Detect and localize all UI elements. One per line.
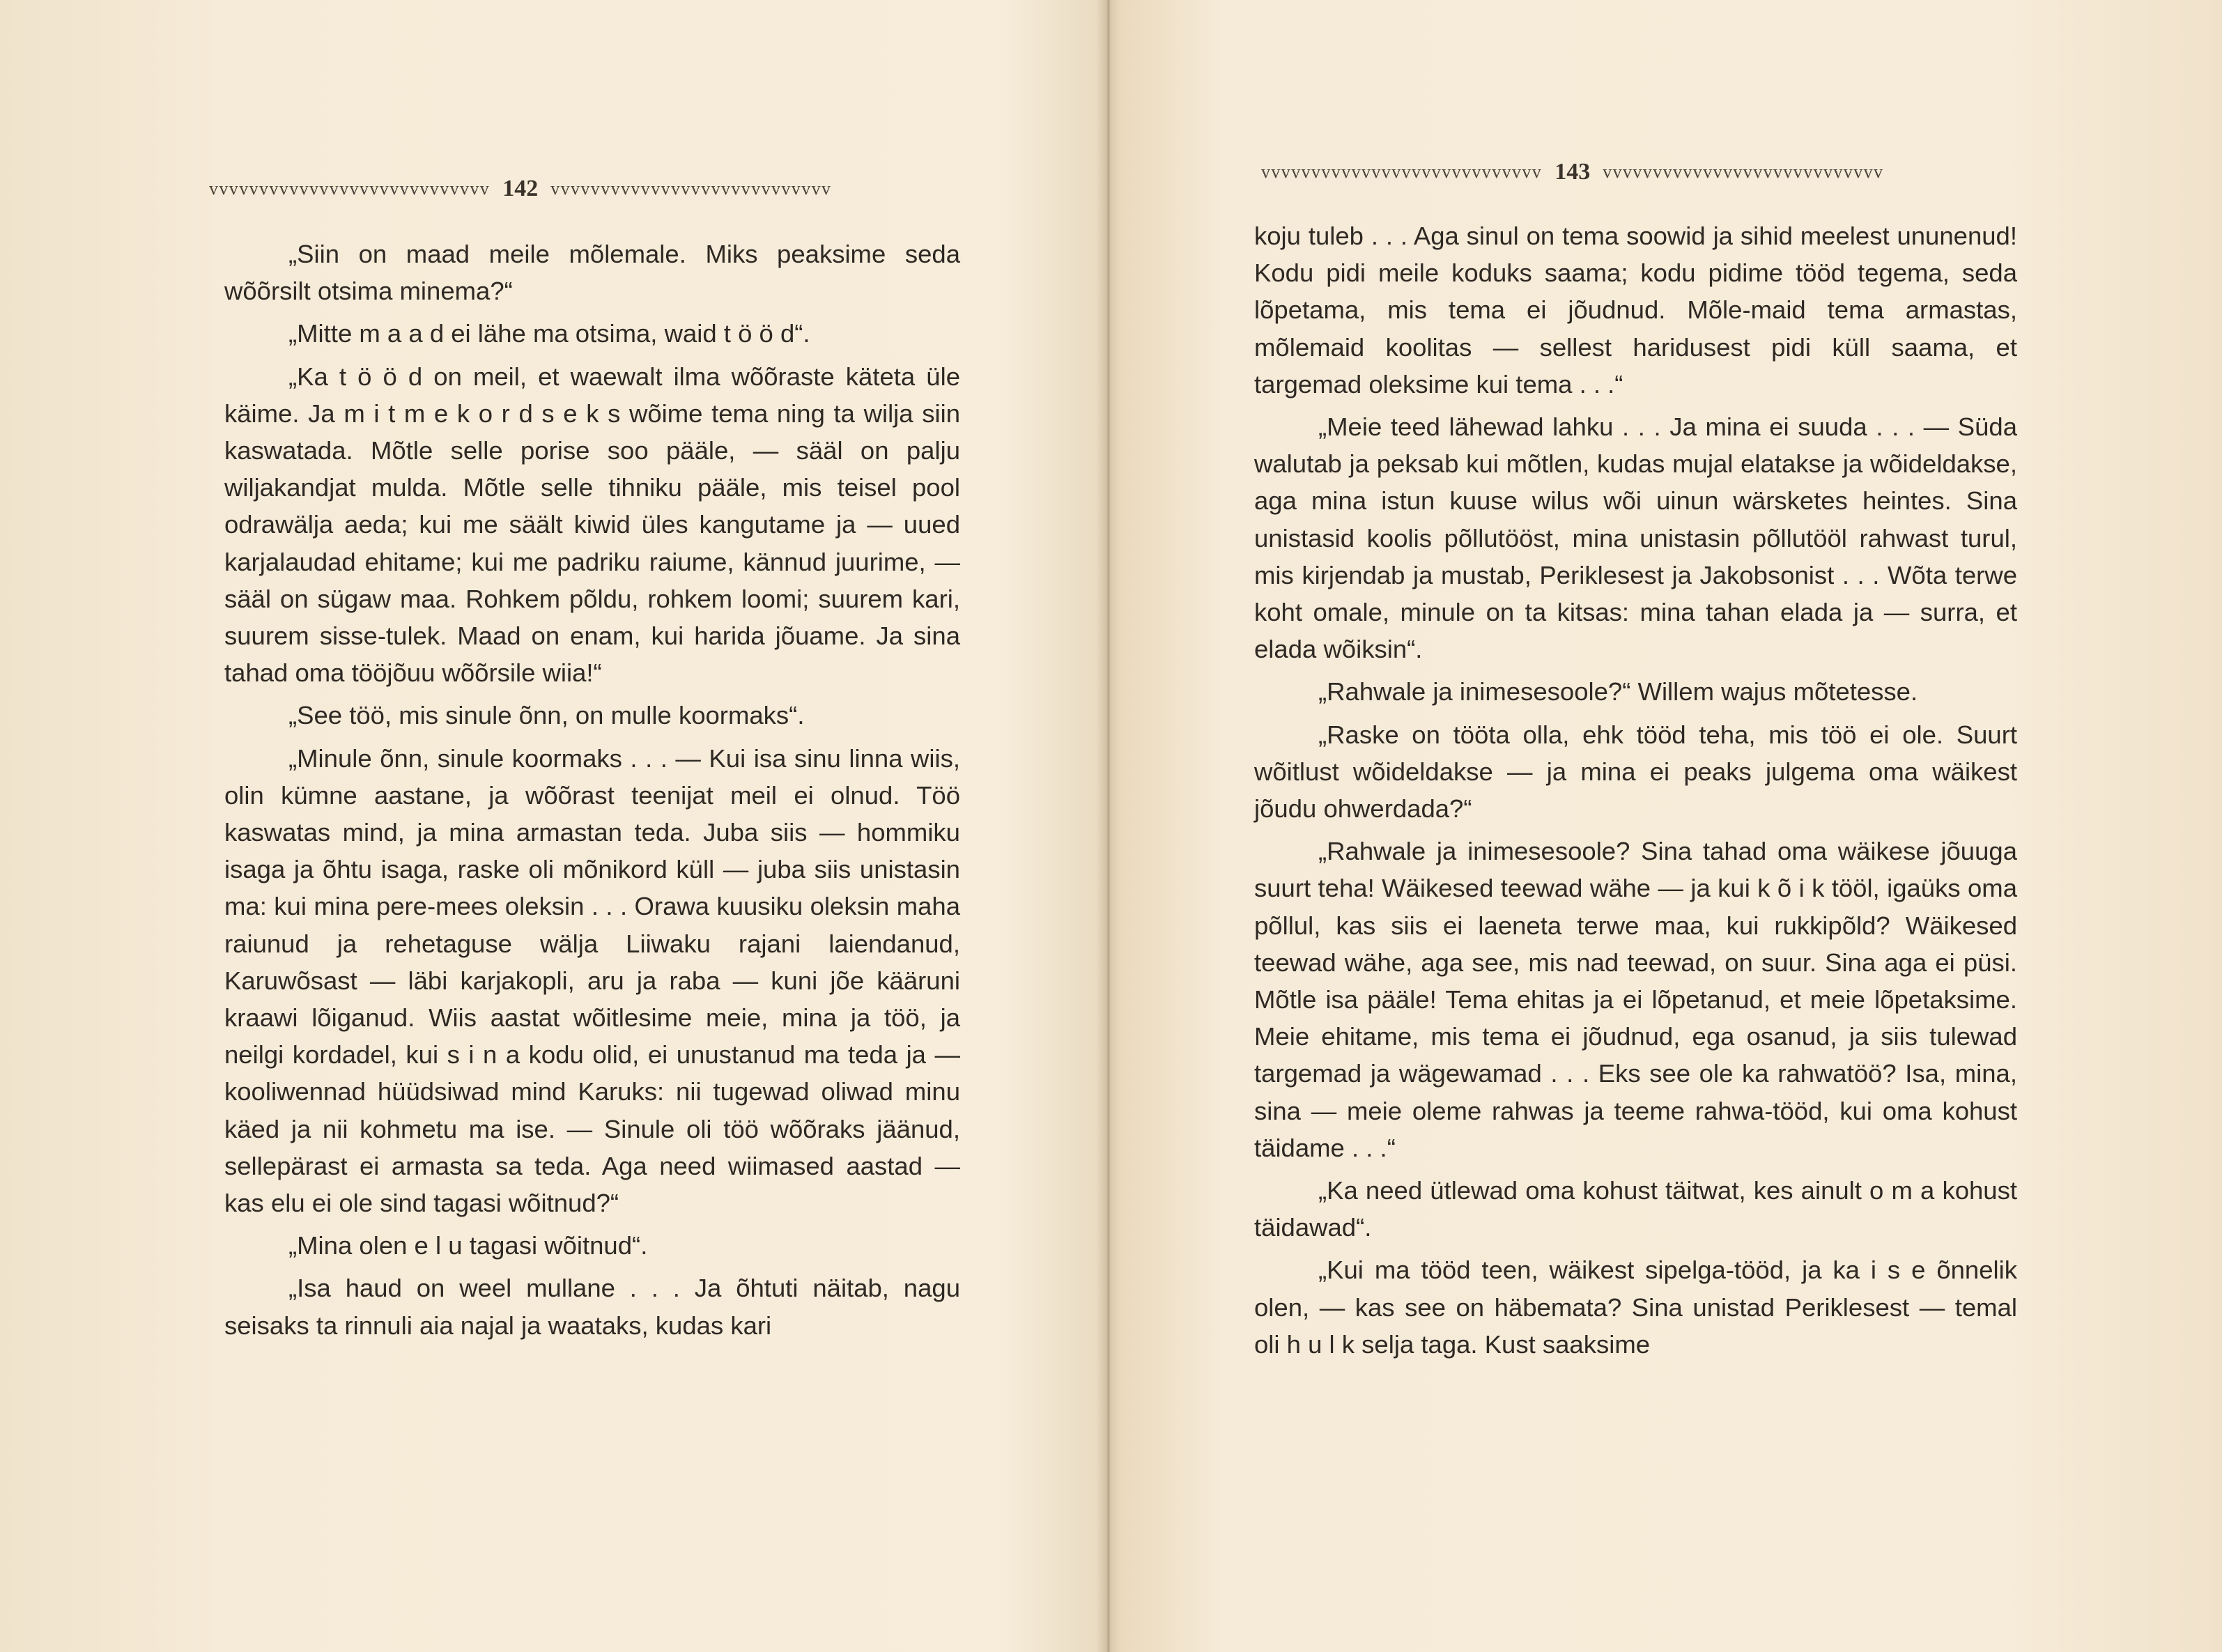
paragraph: „Rahwale ja inimesesoole? Sina tahad oma wäikese jõuuga suurt teha! Wäikesed teewad wähe — ja kui k õ i k tööl, igaüks oma põllul, kas siis ei laeneta terwe maa, kui rukkipõld? Wäikesed teewad wähe, aga see, mis nad teewad, on suur. Sina aga ei püsi. Mõtle isa pääle! Tema ehitas ja ei lõpetanud, et meie lõpetaksime. Meie ehitame, mis tema ei jõudnud, ega osanud, ja siis tulewad targemad ja wägewamad . . . Eks see ole ka rahwatöö? Isa, mina, sina — meie oleme rahwas ja teeme rahwa-tööd, kui oma kohust täidame . . .“ xyxy=(1254,837,2017,1162)
header-ornament-right: vvvvvvvvvvvvvvvvvvvvvvvvvvvv xyxy=(1603,162,1884,182)
paragraph: „Ka need ütlewad oma kohust täitwat, kes ainult o m a kohust täidawad“. xyxy=(1254,1176,2017,1242)
paragraph: „Raske on tööta olla, ehk tööd teha, mis töö ei ole. Suurt wõitlust wõideldakse — ja mina ei peaks julgema oma wäikest jõudu ohwerdada?“ xyxy=(1254,720,2017,824)
right-page xyxy=(1115,0,2222,1652)
paragraph: „Siin on maad meile mõlemale. Miks peaksime seda wõõrsilt otsima minema?“ xyxy=(224,240,960,306)
paragraph: „Mitte m a a d ei lähe ma otsima, waid t ö ö d“. xyxy=(288,319,810,348)
paragraph: „Rahwale ja inimesesoole?“ Willem wajus mõtetesse. xyxy=(1318,677,1918,707)
paragraph: „Meie teed lähewad lahku . . . Ja mina ei suuda . . . — Süda walutab ja peksab kui mõtlen, kudas mujal elatakse ja wõideldakse, aga mina istun kuuse wilus wõi uinun wärsketes heintes. Sina unistasid koolis põllutööst, mina unistasin põllutööl rahwast turul, mis kirjendab ja mustab, Periklesest ja Jakobsonist . . . Wõta terwe koht omale, minule on ta kitsas: mina tahan elada ja — surra, et elada wõiksin“. xyxy=(1254,412,2017,664)
paragraph: „Kui ma tööd teen, wäikest sipelga-tööd, ja ka i s e õnnelik olen, — kas see on häbemata? Sina unistad Periklesest — temal oli h u l k selja taga. Kust saaksime xyxy=(1254,1256,2017,1359)
paragraph: „Ka t ö ö d on meil, et waewalt ilma wõõraste käteta üle käime. Ja m i t m e k o r d s e k s wõime tema ning ta wilja siin kaswatada. Mõtle selle porise soo pääle, — sääl on palju wiljakandjat mulda. Mõtle selle tihniku pääle, mis teisel pool odrawälja aeda; kui me säält kiwid üles kangutame ja — uued karjalaudad ehitame; kui me padriku raiume, kännud juurime, — sääl on sügaw maa. Rohkem põldu, rohkem loomi; suurem kari, suurem sisse-tulek. Maad on enam, kui harida jõuame. Ja sina tahad oma tööjõuu wõõrsile wiia!“ xyxy=(224,362,960,688)
left-page-body xyxy=(224,236,960,1344)
page-number: 143 xyxy=(1554,159,1591,185)
header-ornament-left: vvvvvvvvvvvvvvvvvvvvvvvvvvvv xyxy=(1261,162,1543,182)
left-page xyxy=(0,0,1108,1652)
left-page-header xyxy=(209,176,969,202)
right-page-body xyxy=(1254,217,2017,1363)
paragraph: koju tuleb . . . Aga sinul on tema soowid ja sihid meelest ununenud! Kodu pidi meile koduks saama; kodu pidime tööd tegema, seda lõpetama, mis tema ei jõudnud. Mõle-maid tema armastas, mõlemaid koolitas — sellest haridusest pidi küll saama, et targemad oleksime kui tema . . .“ xyxy=(1254,222,2017,399)
paragraph: „Minule õnn, sinule koormaks . . . — Kui isa sinu linna wiis, olin kümne aastane, ja wõõrast teenijat meil ei olnud. Töö kaswatas mind, ja mina armastan teda. Juba siis — hommiku isaga ja õhtu isaga, raske oli mõnikord küll — juba siis unistasin ma: kui mina pere-mees oleksin . . . Orawa kuusiku oleksin maha raiunud ja rehetaguse wälja Liiwaku rajani laiendanud, Karuwõsast — läbi karjakopli, aru ja raba — kuni jõe kääruni kraawi lõiganud. Wiis aastat wõitlesime meie, mina ja töö, ja neilgi kordadel, kui s i n a kodu olid, ei unustanud ma teda ja — kooliwennad hüüdsiwad mind Karuks: nii tugewad oliwad minu käed ja nii kohmetu ma ise. — Sinule oli töö wõõraks jäänud, sellepärast ei armasta sa teda. Aga need wiimased aastad — kas elu ei ole sind tagasi wõitnud?“ xyxy=(224,743,960,1218)
paragraph: „Isa haud on weel mullane . . . Ja õhtuti näitab, nagu seisaks ta rinnuli aia najal ja waataks, kudas kari xyxy=(224,1274,960,1340)
right-page-header xyxy=(1261,159,2035,185)
header-ornament-right: vvvvvvvvvvvvvvvvvvvvvvvvvvvv xyxy=(550,178,832,199)
page-number: 142 xyxy=(502,176,539,201)
paragraph: „Mina olen e l u tagasi wõitnud“. xyxy=(288,1231,648,1260)
paragraph: „See töö, mis sinule õnn, on mulle koormaks“. xyxy=(288,701,805,730)
header-ornament-left: vvvvvvvvvvvvvvvvvvvvvvvvvvvv xyxy=(209,178,491,199)
